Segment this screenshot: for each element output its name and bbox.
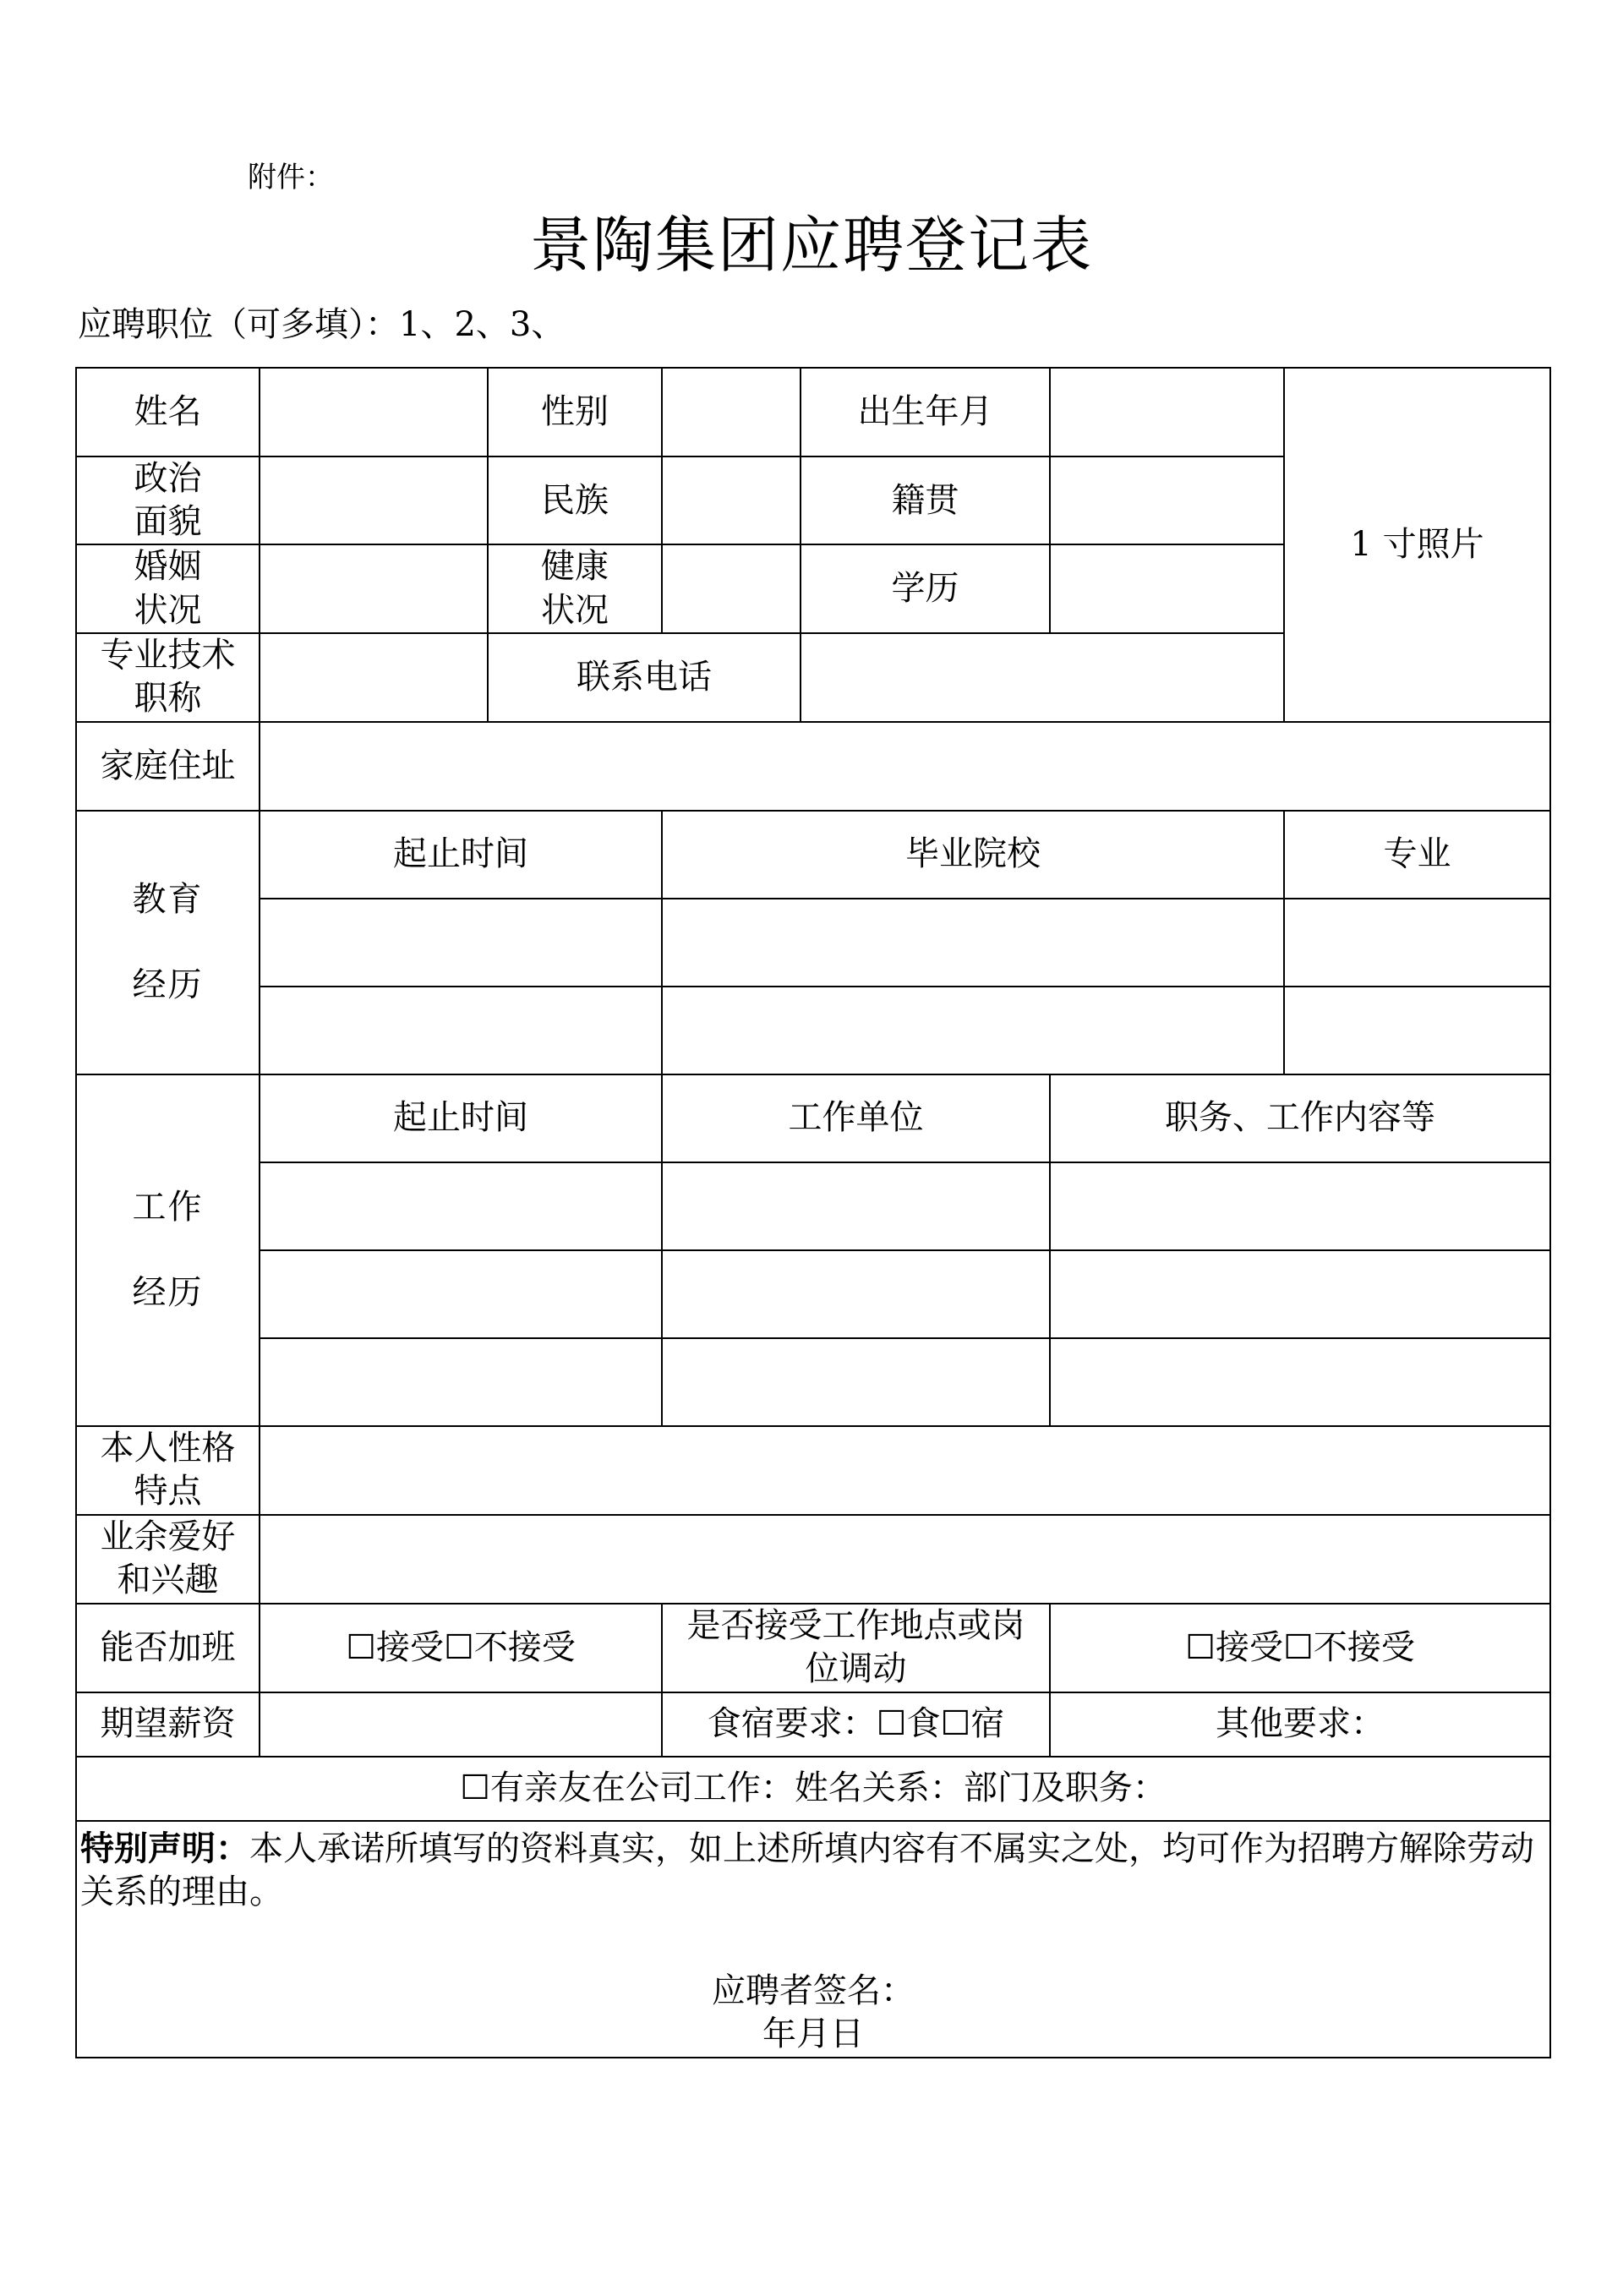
education-row [76, 987, 1550, 1074]
form-row-personality [76, 1426, 1550, 1515]
edu-school-field[interactable] [662, 899, 1284, 987]
edu-period-header: 起止时间 [260, 811, 662, 899]
work-history-label: 工作 经历 [76, 1074, 260, 1426]
phone-label: 联系电话 [488, 633, 801, 722]
signature-date[interactable]: 年月日 [762, 2014, 864, 2054]
name-field[interactable] [260, 368, 488, 456]
form-row-relatives [76, 1757, 1550, 1821]
form-row-overtime [76, 1604, 1550, 1692]
health-status-field[interactable] [662, 544, 801, 632]
education-row [76, 899, 1550, 987]
political-status-label: 政治 面貌 [76, 456, 260, 544]
work-period-field[interactable] [260, 1338, 662, 1426]
work-duties-field[interactable] [1050, 1250, 1550, 1338]
edu-major-field[interactable] [1284, 987, 1550, 1074]
declaration-heading: 特别声明： [80, 1828, 249, 1868]
edu-major-field[interactable] [1284, 899, 1550, 987]
photo-label: 1 寸照片 [1350, 524, 1484, 564]
marital-status-label: 婚姻 状况 [76, 544, 260, 632]
relatives-checkbox-line[interactable]: ☐有亲友在公司工作：姓名关系：部门及职务： [76, 1757, 1550, 1821]
birth-field[interactable] [1050, 368, 1284, 456]
work-row [76, 1162, 1550, 1250]
overtime-label: 能否加班 [76, 1604, 260, 1692]
declaration-text [80, 1827, 1546, 1914]
hobbies-label: 业余爱好 和兴趣 [76, 1515, 260, 1604]
salary-field[interactable] [260, 1692, 662, 1757]
education-history-label: 教育 经历 [76, 811, 260, 1074]
education-label: 学历 [801, 544, 1050, 632]
edu-school-field[interactable] [662, 987, 1284, 1074]
work-employer-field[interactable] [662, 1338, 1050, 1426]
gender-field[interactable] [662, 368, 801, 456]
signature-label[interactable]: 应聘者签名： [712, 1971, 915, 2011]
transfer-label: 是否接受工作地点或岗 位调动 [662, 1604, 1050, 1692]
address-field[interactable] [260, 722, 1550, 811]
native-place-field[interactable] [1050, 456, 1284, 544]
edu-period-field[interactable] [260, 899, 662, 987]
marital-status-field[interactable] [260, 544, 488, 632]
work-duties-field[interactable] [1050, 1338, 1550, 1426]
work-row [76, 1338, 1550, 1426]
page-title: 景陶集团应聘登记表 [529, 210, 1093, 281]
other-requirement[interactable]: 其他要求： [1050, 1692, 1550, 1757]
professional-title-field[interactable] [260, 633, 488, 722]
personality-label: 本人性格 特点 [76, 1426, 260, 1515]
work-period-header: 起止时间 [260, 1074, 662, 1162]
application-form-table [75, 367, 1551, 2058]
form-row-hobbies [76, 1515, 1550, 1604]
work-header-row [76, 1074, 1550, 1162]
education-field[interactable] [1050, 544, 1284, 632]
personality-field[interactable] [260, 1426, 1550, 1515]
native-place-label: 籍贯 [801, 456, 1050, 544]
form-row-address [76, 722, 1550, 811]
political-status-field[interactable] [260, 456, 488, 544]
birth-label: 出生年月 [801, 368, 1050, 456]
work-employer-field[interactable] [662, 1250, 1050, 1338]
transfer-options[interactable]: ☐接受☐不接受 [1050, 1604, 1550, 1692]
hobbies-field[interactable] [260, 1515, 1550, 1604]
edu-major-header: 专业 [1284, 811, 1550, 899]
edu-period-field[interactable] [260, 987, 662, 1074]
professional-title-label: 专业技术 职称 [76, 633, 260, 722]
gender-label: 性别 [488, 368, 662, 456]
declaration-cell [76, 1821, 1550, 2058]
name-label: 姓名 [76, 368, 260, 456]
salary-label: 期望薪资 [76, 1692, 260, 1757]
work-employer-field[interactable] [662, 1162, 1050, 1250]
work-period-field[interactable] [260, 1162, 662, 1250]
form-row-basic-1 [76, 368, 1550, 456]
board-requirement[interactable]: 食宿要求：☐食☐宿 [662, 1692, 1050, 1757]
ethnicity-field[interactable] [662, 456, 801, 544]
applied-position-line: 应聘职位（可多填）：1、2、3、 [78, 305, 566, 344]
education-header-row [76, 811, 1550, 899]
form-row-salary [76, 1692, 1550, 1757]
work-row [76, 1250, 1550, 1338]
photo-box[interactable] [1284, 368, 1550, 722]
overtime-options[interactable]: ☐接受☐不接受 [260, 1604, 662, 1692]
address-label: 家庭住址 [76, 722, 260, 811]
work-period-field[interactable] [260, 1250, 662, 1338]
form-row-declaration [76, 1821, 1550, 2058]
health-status-label: 健康 状况 [488, 544, 662, 632]
work-duties-header: 职务、工作内容等 [1050, 1074, 1550, 1162]
work-duties-field[interactable] [1050, 1162, 1550, 1250]
edu-school-header: 毕业院校 [662, 811, 1284, 899]
work-employer-header: 工作单位 [662, 1074, 1050, 1162]
attachment-label: 附件： [248, 161, 334, 194]
ethnicity-label: 民族 [488, 456, 662, 544]
signature-block [80, 1970, 1546, 2056]
declaration-body: 本人承诺所填写的资料真实，如上述所填内容有不属实之处，均可作为招聘方解除劳动关系的理由。 [80, 1829, 1534, 1911]
phone-field[interactable] [801, 633, 1284, 722]
